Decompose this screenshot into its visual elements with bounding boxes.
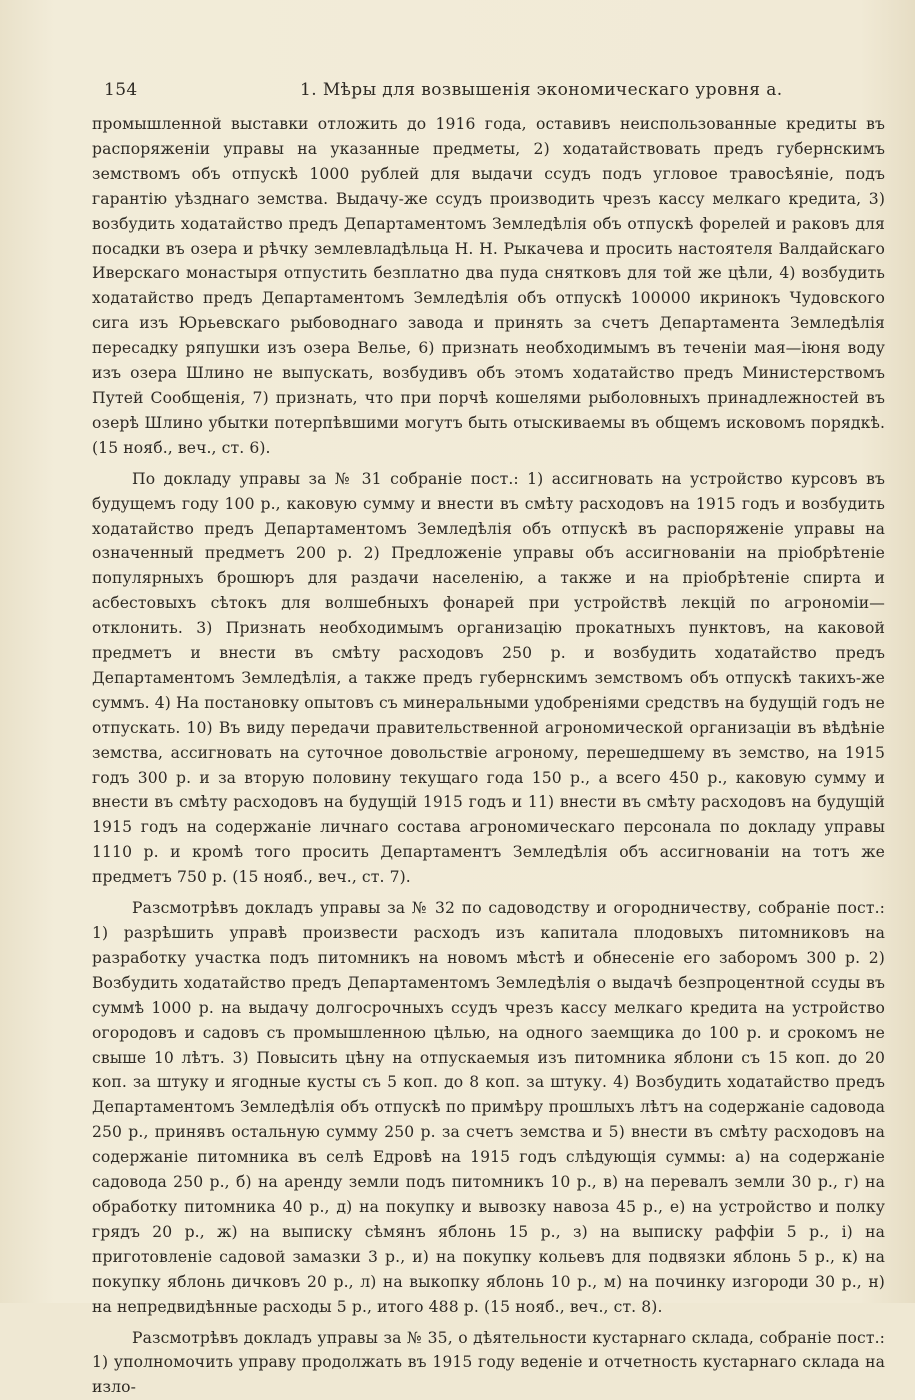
paragraph-report-35: Разсмотрѣвъ докладъ управы за № 35, о дѣятельности кустарнаго склада, собраніе пост.: 1) уполномочить управу продолжать въ 1915 году веденіе и отчетность кустарнаго склада на изло- <box>92 1326 885 1400</box>
paragraph-report-32: Разсмотрѣвъ докладъ управы за № 32 по садоводству и огородничеству, собраніе пост.: 1) разрѣшить управѣ произвести расходъ изъ капитала плодовыхъ питомниковъ на разработку участка подъ питомникъ на новомъ мѣстѣ и обнесеніе его заборомъ 300 р. 2) Возбудить ходатайство предъ Департаментомъ Земледѣлія о выдачѣ безпроцентной ссуды въ суммѣ 1000 р. на выдачу долгосрочныхъ ссудъ чрезъ кассу мелкаго кредита на устройство огородовъ и садовъ съ промышленною цѣлью, на одного заемщика до 100 р. и срокомъ не свыше 10 лѣтъ. 3) Повысить цѣну на отпускаемыя изъ питомника яблони съ 15 коп. до 20 коп. за штуку и ягодные кусты съ 5 коп. до 8 коп. за штуку. 4) Возбудить ходатайство предъ Департаментомъ Земледѣлія объ отпускѣ по примѣру прошлыхъ лѣтъ на содержаніе садовода 250 р., принявъ остальную сумму 250 р. за счетъ земства и 5) внести въ смѣту расходовъ на содержаніе питомника въ селѣ Едровѣ на 1915 годъ слѣдующія суммы: а) на содержаніе садовода 250 р., б) на аренду земли подъ питомникъ 10 р., в) на перевалъ земли 30 р., г) на обработку питомника 40 р., д) на покупку и вывозку навоза 45 р., е) на устройство и полку грядъ 20 р., ж) на выписку сѣмянъ яблонь 15 р., з) на выписку раффіи 5 р., і) на приготовленіе садовой замазки 3 р., и) на покупку кольевъ для подвязки яблонь 5 р., к) на покупку яблонь дичковъ 20 р., л) на выкопку яблонь 10 р., м) на починку изгороди 30 р., н) на непредвидѣнные расходы 5 р., итого 488 р. (15 нояб., веч., ст. 8). <box>92 896 885 1319</box>
paragraph-continuation: промышленной выставки отложить до 1916 года, оставивъ неиспользованные кредиты въ распоряженіи управы на указанные предметы, 2) ходатайствовать предъ губернскимъ земствомъ объ отпускѣ 1000 рублей для выдачи ссудъ подъ угловое травосѣяніе, подъ гарантію уѣзднаго земства. Выдачу-же ссудъ производить чрезъ кассу мелкаго кредита, 3) возбудить ходатайство предъ Департаментомъ Земледѣлія объ отпускѣ форелей и раковъ для посадки въ озера и рѣчку землевладѣльца Н. Н. Рыкачева и просить настоятеля Валдайскаго Иверскаго монастыря отпустить безплатно два пуда снятковъ для той же цѣли, 4) возбудить ходатайство предъ Департаментомъ Земледѣлія объ отпускѣ 100000 икринокъ Чудовского сига изъ Юрьевскаго рыбоводнаго завода и принять за счетъ Департамента Земледѣлія пересадку ряпушки изъ озера Велье, 6) признать необходимымъ въ теченіи мая—іюня воду изъ озера Шлино не выпускать, возбудивъ объ этомъ ходатайство предъ Министерствомъ Путей Сообщенія, 7) признать, что при порчѣ кошелями рыболовныхъ принадлежностей въ озерѣ Шлино убытки потерпѣвшими могутъ быть отыскиваемы въ общемъ исковомъ порядкѣ. (15 нояб., веч., ст. 6). <box>92 112 885 461</box>
paragraph-report-31: По докладу управы за № 31 собраніе пост.: 1) ассигновать на устройство курсовъ въ будущемъ году 100 р., каковую сумму и внести въ смѣту расходовъ на 1915 годъ и возбудить ходатайство предъ Департаментомъ Земледѣлія объ отпускѣ въ распоряженіе управы на означенный предметъ 200 р. 2) Предложеніе управы объ ассигнованіи на пріобрѣтеніе популярныхъ брошюръ для раздачи населенію, а также и на пріобрѣтеніе спирта и асбестовыхъ сѣтокъ для волшебныхъ фонарей при устройствѣ лекцій по агрономіи—отклонить. 3) Признать необходимымъ организацію прокатныхъ пунктовъ, на каковой предметъ и внести въ смѣту расходовъ 250 р. и возбудить ходатайство предъ Департаментомъ Земледѣлія, а также предъ губернскимъ земствомъ объ отпускѣ такихъ-же суммъ. 4) На постановку опытовъ съ минеральными удобреніями средствъ на будущій годъ не отпускать. 10) Въ виду передачи правительственной агрономической организаціи въ вѣдѣніе земства, ассигновать на суточное довольствіе агроному, перешедшему въ земство, на 1915 годъ 300 р. и за вторую половину текущаго года 150 р., а всего 450 р., каковую сумму и внести въ смѣту расходовъ на будущій 1915 годъ и 11) внести въ смѣту расходовъ на будущій 1915 годъ на содержаніе личнаго состава агрономическаго персонала по докладу управы 1110 р. и кромѣ того просить Департаментъ Земледѣлія объ ассигнованіи на тотъ же предметъ 750 р. (15 нояб., веч., ст. 7). <box>92 467 885 890</box>
running-head <box>92 76 885 112</box>
running-title: 1. Мѣры для возвышенія экономическаго уровня а. <box>300 80 783 100</box>
page-number: 154 <box>104 80 138 100</box>
body-text <box>92 112 885 1400</box>
